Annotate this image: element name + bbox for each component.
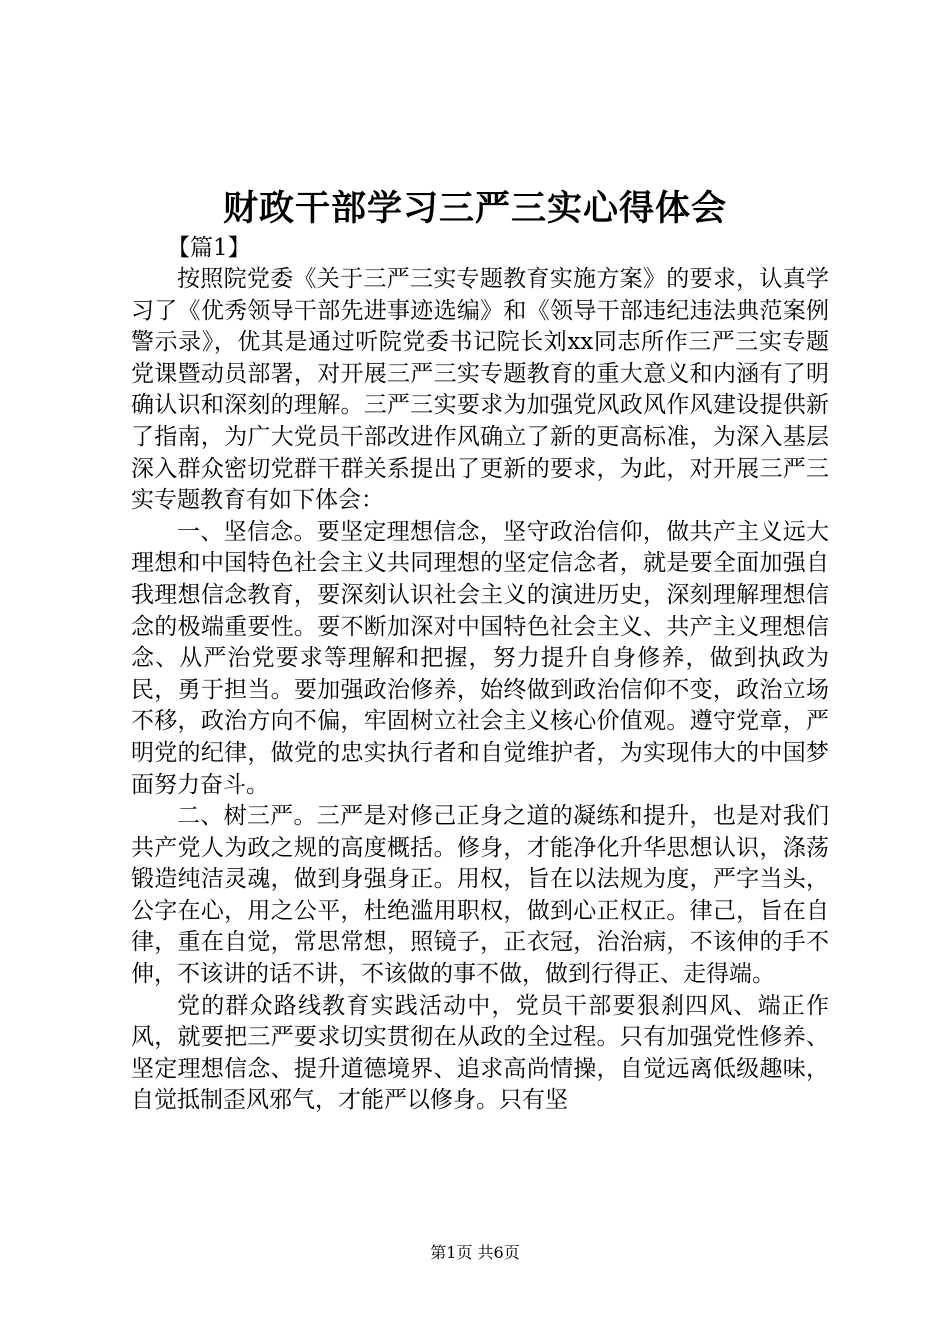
page-footer: 第1页 共6页 — [430, 1243, 520, 1262]
paragraph-faith: 一、坚信念。要坚定理想信念，坚守政治信仰，做共产主义远大理想和中国特色社会主义共同理想的坚定信念者，就是要全面加强自我理想信念教育，要深刻认识社会主义的演进历史，深刻理解理想信念的极端重要性。要不断加深对中国特色社会主义、共产主义理想信念、从严治党要求等理解和把握，努力提升自身修养，做到执政为民，勇于担当。要加强政治修养，始终做到政治信仰不变，政治立场不移，政治方向不偏，牢固树立社会主义核心价值观。遵守党章，严明党的纪律，做党的忠实执行者和自觉维护者，为实现伟大的中国梦面努力奋斗。 — [131, 518, 829, 798]
paragraph-intro: 按照院党委《关于三严三实专题教育实施方案》的要求，认真学习了《优秀领导干部先进事迹选编》和《领导干部违纪违法典范案例警示录》，优其是通过听院党委书记院长刘xx同志所作三严三实专题党课暨动员部署，对开展三严三实专题教育的重大意义和内涵有了明确认识和深刻的理解。三严三实要求为加强党风政风作风建设提供新了指南，为广大党员干部改进作风确立了新的更高标准，为深入基层深入群众密切党群干群关系提出了更新的要求，为此，对开展三严三实专题教育有如下体会： — [131, 266, 829, 514]
paragraph-three-stricts: 二、树三严。三严是对修己正身之道的凝练和提升，也是对我们共产党人为政之规的高度概括。修身，才能净化升华思想认识，涤荡锻造纯洁灵魂，做到身强身正。用权，旨在以法规为度，严字当头，公字在心，用之公平，杜绝滥用职权，做到心正权正。律己，旨在自律，重在自觉，常思常想，照镜子，正衣冠，治治病，不该伸的手不伸，不该讲的话不讲，不该做的事不做，做到行得正、走得端。 — [131, 803, 829, 988]
document-title: 财政干部学习三严三实心得体会 — [222, 188, 727, 229]
section-marker: 【篇1】 — [167, 235, 251, 261]
document-body — [131, 233, 829, 1117]
paragraph-mass-line: 党的群众路线教育实践活动中，党员干部要狠刹四风、端正作风，就要把三严要求切实贯彻在从政的全过程。只有加强党性修养、坚定理想信念、提升道德境界、追求高尚情操，自觉远离低级趣味，自觉抵制歪风邪气，才能严以修身。只有坚 — [131, 992, 829, 1114]
